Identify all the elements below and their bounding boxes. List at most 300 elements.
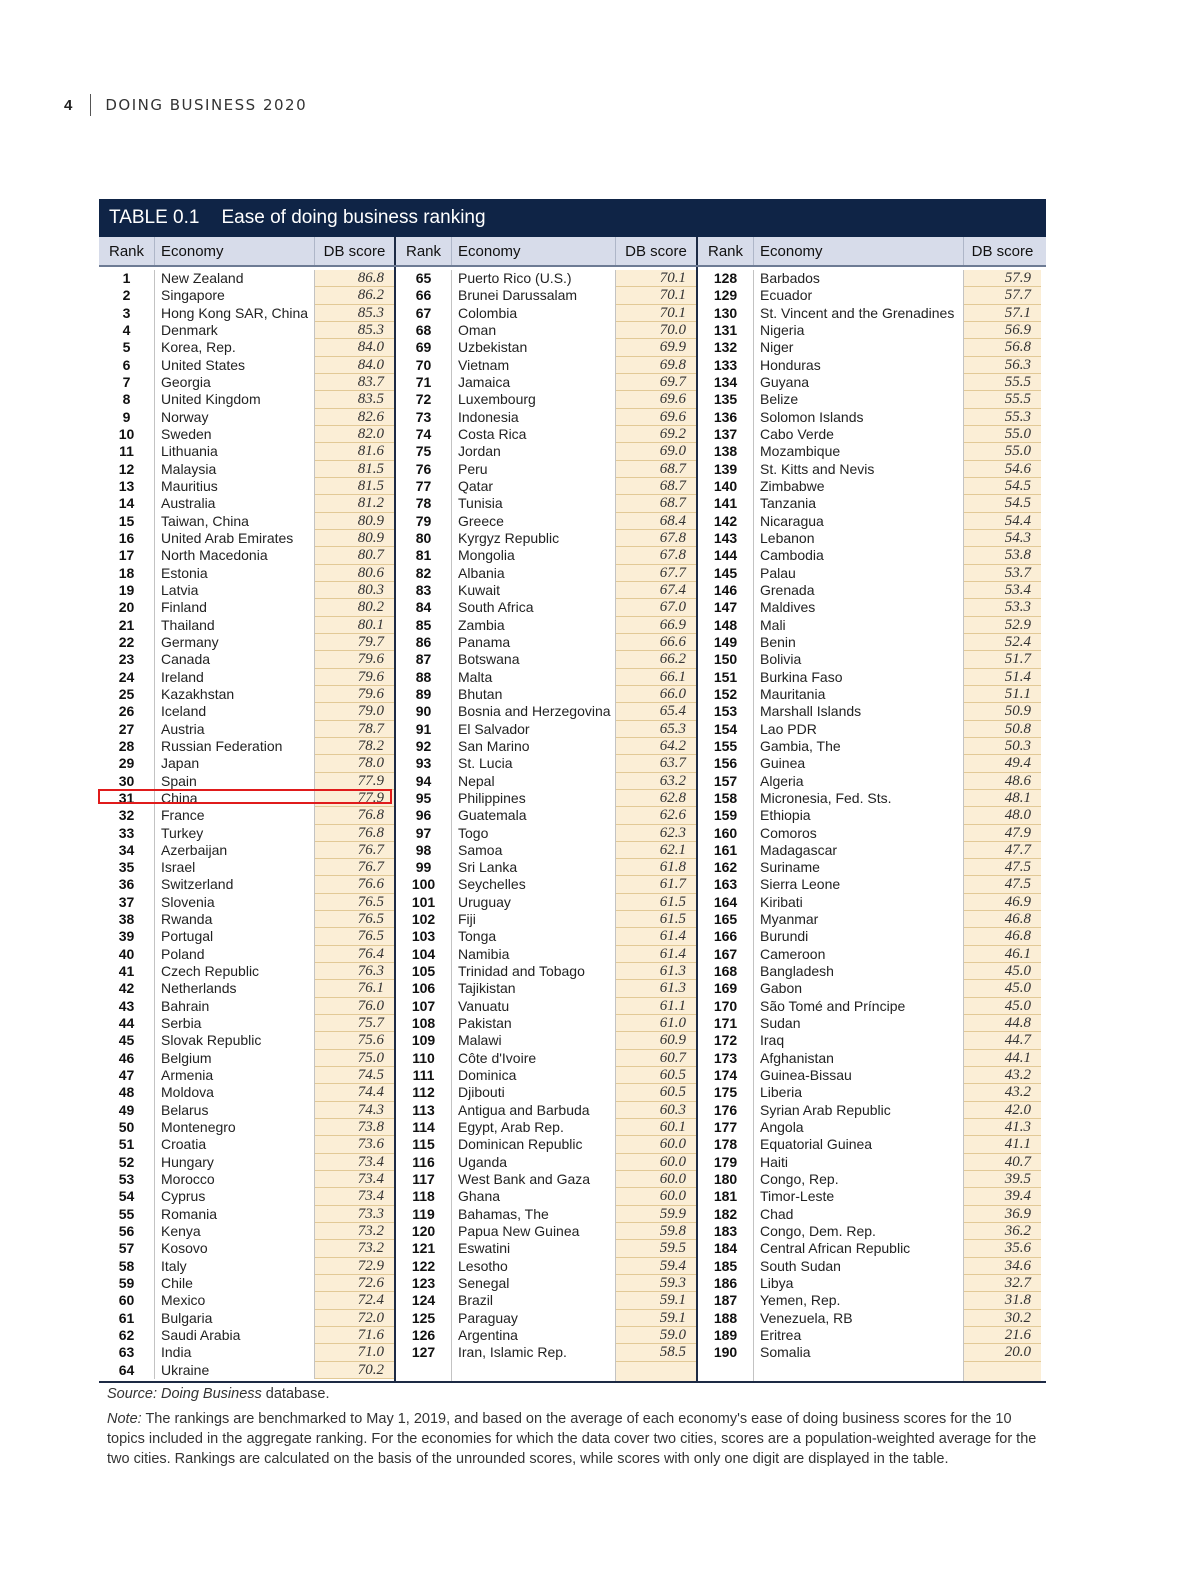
db-score-cell: 82.6 <box>315 409 394 426</box>
db-score-cell: 79.0 <box>315 703 394 720</box>
rank-cell: 141 <box>698 495 754 512</box>
db-score-cell: 86.8 <box>315 270 394 287</box>
db-score-cell: 69.6 <box>616 391 696 408</box>
economy-cell: Turkey <box>155 825 315 842</box>
db-score-cell: 74.5 <box>315 1067 394 1084</box>
economy-cell: Solomon Islands <box>754 409 964 426</box>
table-row <box>396 686 696 703</box>
db-score-cell: 67.7 <box>616 565 696 582</box>
rank-cell: 98 <box>396 842 452 859</box>
document-title: DOING BUSINESS 2020 <box>105 96 308 114</box>
db-score-cell: 67.8 <box>616 530 696 547</box>
rank-cell: 118 <box>396 1188 452 1205</box>
economy-cell: Guinea <box>754 755 964 772</box>
db-score-cell: 56.9 <box>964 322 1041 339</box>
economy-cell: Seychelles <box>452 876 616 893</box>
col-header-rank: Rank <box>99 237 155 265</box>
rank-cell: 157 <box>698 773 754 790</box>
db-score-cell: 67.0 <box>616 599 696 616</box>
economy-cell: Denmark <box>155 322 315 339</box>
db-score-cell: 60.5 <box>616 1067 696 1084</box>
db-score-cell: 62.1 <box>616 842 696 859</box>
economy-cell: Timor-Leste <box>754 1188 964 1205</box>
table-row <box>698 928 1041 945</box>
db-score-cell: 44.7 <box>964 1032 1041 1049</box>
db-score-cell: 46.8 <box>964 928 1041 945</box>
economy-cell: Serbia <box>155 1015 315 1032</box>
db-score-cell: 79.7 <box>315 634 394 651</box>
empty-cell <box>698 1362 754 1381</box>
page-header <box>64 93 307 117</box>
economy-cell: Austria <box>155 721 315 738</box>
db-score-cell: 60.7 <box>616 1050 696 1067</box>
table-row <box>698 946 1041 963</box>
table-row <box>99 1136 394 1153</box>
db-score-cell: 74.4 <box>315 1084 394 1101</box>
economy-cell: Dominica <box>452 1067 616 1084</box>
economy-cell: Bolivia <box>754 651 964 668</box>
rank-cell: 90 <box>396 703 452 720</box>
economy-cell: Belarus <box>155 1102 315 1119</box>
db-score-cell: 64.2 <box>616 738 696 755</box>
db-score-cell: 79.6 <box>315 686 394 703</box>
db-score-cell: 21.6 <box>964 1327 1041 1344</box>
table-row <box>99 894 394 911</box>
table-row <box>99 669 394 686</box>
rank-cell: 121 <box>396 1240 452 1257</box>
economy-cell: South Africa <box>452 599 616 616</box>
table-row <box>698 513 1041 530</box>
economy-cell: Bahrain <box>155 998 315 1015</box>
db-score-cell: 59.8 <box>616 1223 696 1240</box>
db-score-cell: 39.5 <box>964 1171 1041 1188</box>
table-row <box>396 998 696 1015</box>
rank-cell: 147 <box>698 599 754 616</box>
db-score-cell: 61.5 <box>616 894 696 911</box>
table-row <box>396 928 696 945</box>
economy-cell: Myanmar <box>754 911 964 928</box>
economy-cell: Switzerland <box>155 876 315 893</box>
table-row <box>698 738 1041 755</box>
rank-cell: 70 <box>396 357 452 374</box>
economy-cell: Oman <box>452 322 616 339</box>
db-score-cell: 80.3 <box>315 582 394 599</box>
economy-cell: Iceland <box>155 703 315 720</box>
economy-cell: Colombia <box>452 305 616 322</box>
table-row <box>698 530 1041 547</box>
economy-cell: Suriname <box>754 859 964 876</box>
table-row <box>99 322 394 339</box>
rank-cell: 124 <box>396 1292 452 1309</box>
rank-cell: 25 <box>99 686 155 703</box>
economy-cell: United States <box>155 357 315 374</box>
economy-cell: Tunisia <box>452 495 616 512</box>
rank-cell: 187 <box>698 1292 754 1309</box>
economy-cell: Hungary <box>155 1154 315 1171</box>
economy-cell: Estonia <box>155 565 315 582</box>
rank-cell: 91 <box>396 721 452 738</box>
table-row <box>99 1292 394 1309</box>
table-row <box>99 755 394 772</box>
economy-cell: Equatorial Guinea <box>754 1136 964 1153</box>
economy-cell: Gambia, The <box>754 738 964 755</box>
table-row <box>698 1258 1041 1275</box>
db-score-cell: 48.6 <box>964 773 1041 790</box>
economy-cell: Bosnia and Herzegovina <box>452 703 616 720</box>
db-score-cell: 76.8 <box>315 807 394 824</box>
table-row <box>396 599 696 616</box>
table-row <box>99 1050 394 1067</box>
economy-cell: Mali <box>754 617 964 634</box>
economy-cell: Syrian Arab Republic <box>754 1102 964 1119</box>
table-row <box>396 513 696 530</box>
economy-cell: Nicaragua <box>754 513 964 530</box>
table-row <box>698 1084 1041 1101</box>
table-row <box>396 1067 696 1084</box>
db-score-cell: 78.0 <box>315 755 394 772</box>
table-row <box>99 305 394 322</box>
rank-cell: 10 <box>99 426 155 443</box>
economy-cell: Lithuania <box>155 443 315 460</box>
rank-cell: 145 <box>698 565 754 582</box>
economy-cell: Libya <box>754 1275 964 1292</box>
economy-cell: Sierra Leone <box>754 876 964 893</box>
rank-cell: 128 <box>698 270 754 287</box>
table-row <box>698 339 1041 356</box>
table-row <box>698 617 1041 634</box>
economy-cell: Ghana <box>452 1188 616 1205</box>
db-score-cell: 61.1 <box>616 998 696 1015</box>
table-row <box>396 634 696 651</box>
table-title: Ease of doing business ranking <box>221 207 486 228</box>
economy-cell: Djibouti <box>452 1084 616 1101</box>
rank-cell: 27 <box>99 721 155 738</box>
table-row <box>99 357 394 374</box>
economy-cell: Panama <box>452 634 616 651</box>
db-score-cell: 65.4 <box>616 703 696 720</box>
economy-cell: Guinea-Bissau <box>754 1067 964 1084</box>
economy-cell: United Kingdom <box>155 391 315 408</box>
rank-cell: 20 <box>99 599 155 616</box>
economy-cell: Qatar <box>452 478 616 495</box>
economy-cell: Micronesia, Fed. Sts. <box>754 790 964 807</box>
table-row <box>99 1275 394 1292</box>
db-score-cell: 50.9 <box>964 703 1041 720</box>
economy-cell: China <box>155 790 315 807</box>
economy-cell: Egypt, Arab Rep. <box>452 1119 616 1136</box>
db-score-cell: 86.2 <box>315 287 394 304</box>
table-row <box>396 1240 696 1257</box>
rows-column-3 <box>696 267 1041 1381</box>
db-score-cell: 32.7 <box>964 1275 1041 1292</box>
db-score-cell: 61.3 <box>616 963 696 980</box>
table-row <box>396 894 696 911</box>
rank-cell: 74 <box>396 426 452 443</box>
ranking-table <box>99 199 1046 1383</box>
economy-cell: Rwanda <box>155 911 315 928</box>
rank-cell: 133 <box>698 357 754 374</box>
db-score-cell: 80.9 <box>315 530 394 547</box>
economy-cell: Russian Federation <box>155 738 315 755</box>
rank-cell: 138 <box>698 443 754 460</box>
table-row <box>99 686 394 703</box>
db-score-cell: 76.4 <box>315 946 394 963</box>
table-row <box>698 322 1041 339</box>
table-row <box>698 703 1041 720</box>
table-row <box>396 617 696 634</box>
db-score-cell: 60.0 <box>616 1154 696 1171</box>
economy-cell: Benin <box>754 634 964 651</box>
db-score-cell: 48.1 <box>964 790 1041 807</box>
source-note <box>107 1384 1047 1404</box>
table-row <box>698 1240 1041 1257</box>
col-header-economy: Economy <box>452 237 616 265</box>
rank-cell: 60 <box>99 1292 155 1309</box>
economy-cell: Malta <box>452 669 616 686</box>
empty-cell <box>452 1362 616 1381</box>
db-score-cell: 57.7 <box>964 287 1041 304</box>
economy-cell: Moldova <box>155 1084 315 1101</box>
db-score-cell: 61.4 <box>616 946 696 963</box>
table-row <box>99 721 394 738</box>
table-row <box>698 807 1041 824</box>
table-row <box>698 980 1041 997</box>
economy-cell: Australia <box>155 495 315 512</box>
economy-cell: Somalia <box>754 1344 964 1361</box>
rank-cell: 53 <box>99 1171 155 1188</box>
table-row <box>396 946 696 963</box>
economy-cell: Eritrea <box>754 1327 964 1344</box>
rank-cell: 160 <box>698 825 754 842</box>
rank-cell: 168 <box>698 963 754 980</box>
rank-cell: 30 <box>99 773 155 790</box>
economy-cell: Peru <box>452 461 616 478</box>
note-label: Note: <box>107 1411 142 1427</box>
db-score-cell: 47.9 <box>964 825 1041 842</box>
rank-cell: 171 <box>698 1015 754 1032</box>
table-row <box>99 807 394 824</box>
table-row <box>396 1032 696 1049</box>
economy-cell: Chile <box>155 1275 315 1292</box>
economy-cell: Zimbabwe <box>754 478 964 495</box>
db-score-cell: 72.9 <box>315 1258 394 1275</box>
rank-cell: 175 <box>698 1084 754 1101</box>
economy-cell: Philippines <box>452 790 616 807</box>
table-row <box>99 1258 394 1275</box>
table-row <box>99 876 394 893</box>
table-row <box>698 842 1041 859</box>
table-row <box>396 426 696 443</box>
db-score-cell: 66.2 <box>616 651 696 668</box>
db-score-cell: 54.5 <box>964 478 1041 495</box>
economy-cell: Lebanon <box>754 530 964 547</box>
db-score-cell: 41.3 <box>964 1119 1041 1136</box>
rank-cell: 131 <box>698 322 754 339</box>
table-row <box>698 1188 1041 1205</box>
economy-cell: Czech Republic <box>155 963 315 980</box>
economy-cell: Indonesia <box>452 409 616 426</box>
economy-cell: Marshall Islands <box>754 703 964 720</box>
table-row <box>396 669 696 686</box>
rank-cell: 176 <box>698 1102 754 1119</box>
economy-cell: Eswatini <box>452 1240 616 1257</box>
economy-cell: Brazil <box>452 1292 616 1309</box>
table-row <box>396 703 696 720</box>
table-label: TABLE 0.1 <box>109 207 200 228</box>
page-number: 4 <box>64 96 73 114</box>
rank-cell: 169 <box>698 980 754 997</box>
rank-cell: 178 <box>698 1136 754 1153</box>
table-row <box>396 1015 696 1032</box>
rank-cell: 12 <box>99 461 155 478</box>
rank-cell: 189 <box>698 1327 754 1344</box>
economy-cell: Albania <box>452 565 616 582</box>
rank-cell: 17 <box>99 547 155 564</box>
economy-cell: Tonga <box>452 928 616 945</box>
economy-cell: Côte d'Ivoire <box>452 1050 616 1067</box>
db-score-cell: 73.8 <box>315 1119 394 1136</box>
table-row <box>99 825 394 842</box>
col-header-economy: Economy <box>754 237 964 265</box>
table-row <box>99 963 394 980</box>
db-score-cell: 61.8 <box>616 859 696 876</box>
db-score-cell: 72.4 <box>315 1292 394 1309</box>
economy-cell: Kazakhstan <box>155 686 315 703</box>
db-score-cell: 72.0 <box>315 1310 394 1327</box>
table-row <box>698 876 1041 893</box>
rank-cell: 43 <box>99 998 155 1015</box>
table-notes <box>107 1384 1047 1469</box>
table-row <box>698 391 1041 408</box>
db-score-cell: 61.4 <box>616 928 696 945</box>
table-row <box>99 513 394 530</box>
rank-cell: 81 <box>396 547 452 564</box>
table-row <box>396 1154 696 1171</box>
table-row <box>99 1015 394 1032</box>
rank-cell: 93 <box>396 755 452 772</box>
db-score-cell: 34.6 <box>964 1258 1041 1275</box>
economy-cell: Japan <box>155 755 315 772</box>
table-row <box>99 1171 394 1188</box>
table-row <box>698 582 1041 599</box>
db-score-cell: 47.7 <box>964 842 1041 859</box>
db-score-cell: 66.0 <box>616 686 696 703</box>
economy-cell: France <box>155 807 315 824</box>
table-row <box>396 339 696 356</box>
rank-cell: 4 <box>99 322 155 339</box>
table-row <box>99 946 394 963</box>
rank-cell: 8 <box>99 391 155 408</box>
table-row <box>99 409 394 426</box>
rows-column-1 <box>99 267 394 1381</box>
db-score-cell: 66.1 <box>616 669 696 686</box>
table-row <box>396 721 696 738</box>
economy-cell: Latvia <box>155 582 315 599</box>
economy-cell: Lao PDR <box>754 721 964 738</box>
rank-cell: 31 <box>99 790 155 807</box>
db-score-cell: 50.3 <box>964 738 1041 755</box>
economy-cell: Liberia <box>754 1084 964 1101</box>
economy-cell: Fiji <box>452 911 616 928</box>
table-row <box>396 461 696 478</box>
rank-cell: 22 <box>99 634 155 651</box>
economy-cell: Germany <box>155 634 315 651</box>
table-row <box>698 963 1041 980</box>
table-row <box>396 287 696 304</box>
db-score-cell: 59.1 <box>616 1292 696 1309</box>
rank-cell: 105 <box>396 963 452 980</box>
table-row <box>99 842 394 859</box>
table-row <box>698 547 1041 564</box>
db-score-cell: 82.0 <box>315 426 394 443</box>
economy-cell: Vanuatu <box>452 998 616 1015</box>
table-row <box>698 894 1041 911</box>
db-score-cell: 51.7 <box>964 651 1041 668</box>
db-score-cell: 76.5 <box>315 894 394 911</box>
economy-cell: Sudan <box>754 1015 964 1032</box>
economy-cell: Central African Republic <box>754 1240 964 1257</box>
db-score-cell: 55.0 <box>964 443 1041 460</box>
table-row <box>99 547 394 564</box>
table-row <box>698 825 1041 842</box>
economy-cell: Netherlands <box>155 980 315 997</box>
rank-cell: 107 <box>396 998 452 1015</box>
db-score-cell: 45.0 <box>964 998 1041 1015</box>
table-row <box>698 461 1041 478</box>
table-row <box>396 1292 696 1309</box>
db-score-cell: 70.0 <box>616 322 696 339</box>
economy-cell: Thailand <box>155 617 315 634</box>
rank-cell: 120 <box>396 1223 452 1240</box>
table-row <box>99 339 394 356</box>
economy-cell: Niger <box>754 339 964 356</box>
db-score-cell: 75.0 <box>315 1050 394 1067</box>
table-row <box>396 755 696 772</box>
db-score-cell: 68.4 <box>616 513 696 530</box>
empty-cell <box>616 1362 696 1381</box>
economy-cell: Brunei Darussalam <box>452 287 616 304</box>
table-row <box>396 409 696 426</box>
economy-cell: Korea, Rep. <box>155 339 315 356</box>
rank-cell: 87 <box>396 651 452 668</box>
rank-cell: 135 <box>698 391 754 408</box>
economy-cell: Gabon <box>754 980 964 997</box>
rank-cell: 55 <box>99 1206 155 1223</box>
db-score-cell: 46.8 <box>964 911 1041 928</box>
table-row <box>396 1102 696 1119</box>
table-row <box>99 651 394 668</box>
rank-cell: 71 <box>396 374 452 391</box>
db-score-cell: 81.6 <box>315 443 394 460</box>
economy-cell: Cameroon <box>754 946 964 963</box>
economy-cell: Chad <box>754 1206 964 1223</box>
db-score-cell: 76.0 <box>315 998 394 1015</box>
db-score-cell: 45.0 <box>964 980 1041 997</box>
rank-cell: 151 <box>698 669 754 686</box>
economy-cell: Belize <box>754 391 964 408</box>
db-score-cell: 69.2 <box>616 426 696 443</box>
rank-cell: 183 <box>698 1223 754 1240</box>
rank-cell: 73 <box>396 409 452 426</box>
rank-cell: 95 <box>396 790 452 807</box>
table-row <box>698 409 1041 426</box>
economy-cell: Costa Rica <box>452 426 616 443</box>
table-row <box>396 495 696 512</box>
db-score-cell: 73.4 <box>315 1188 394 1205</box>
economy-cell: Tajikistan <box>452 980 616 997</box>
economy-cell: Uganda <box>452 1154 616 1171</box>
economy-cell: Canada <box>155 651 315 668</box>
